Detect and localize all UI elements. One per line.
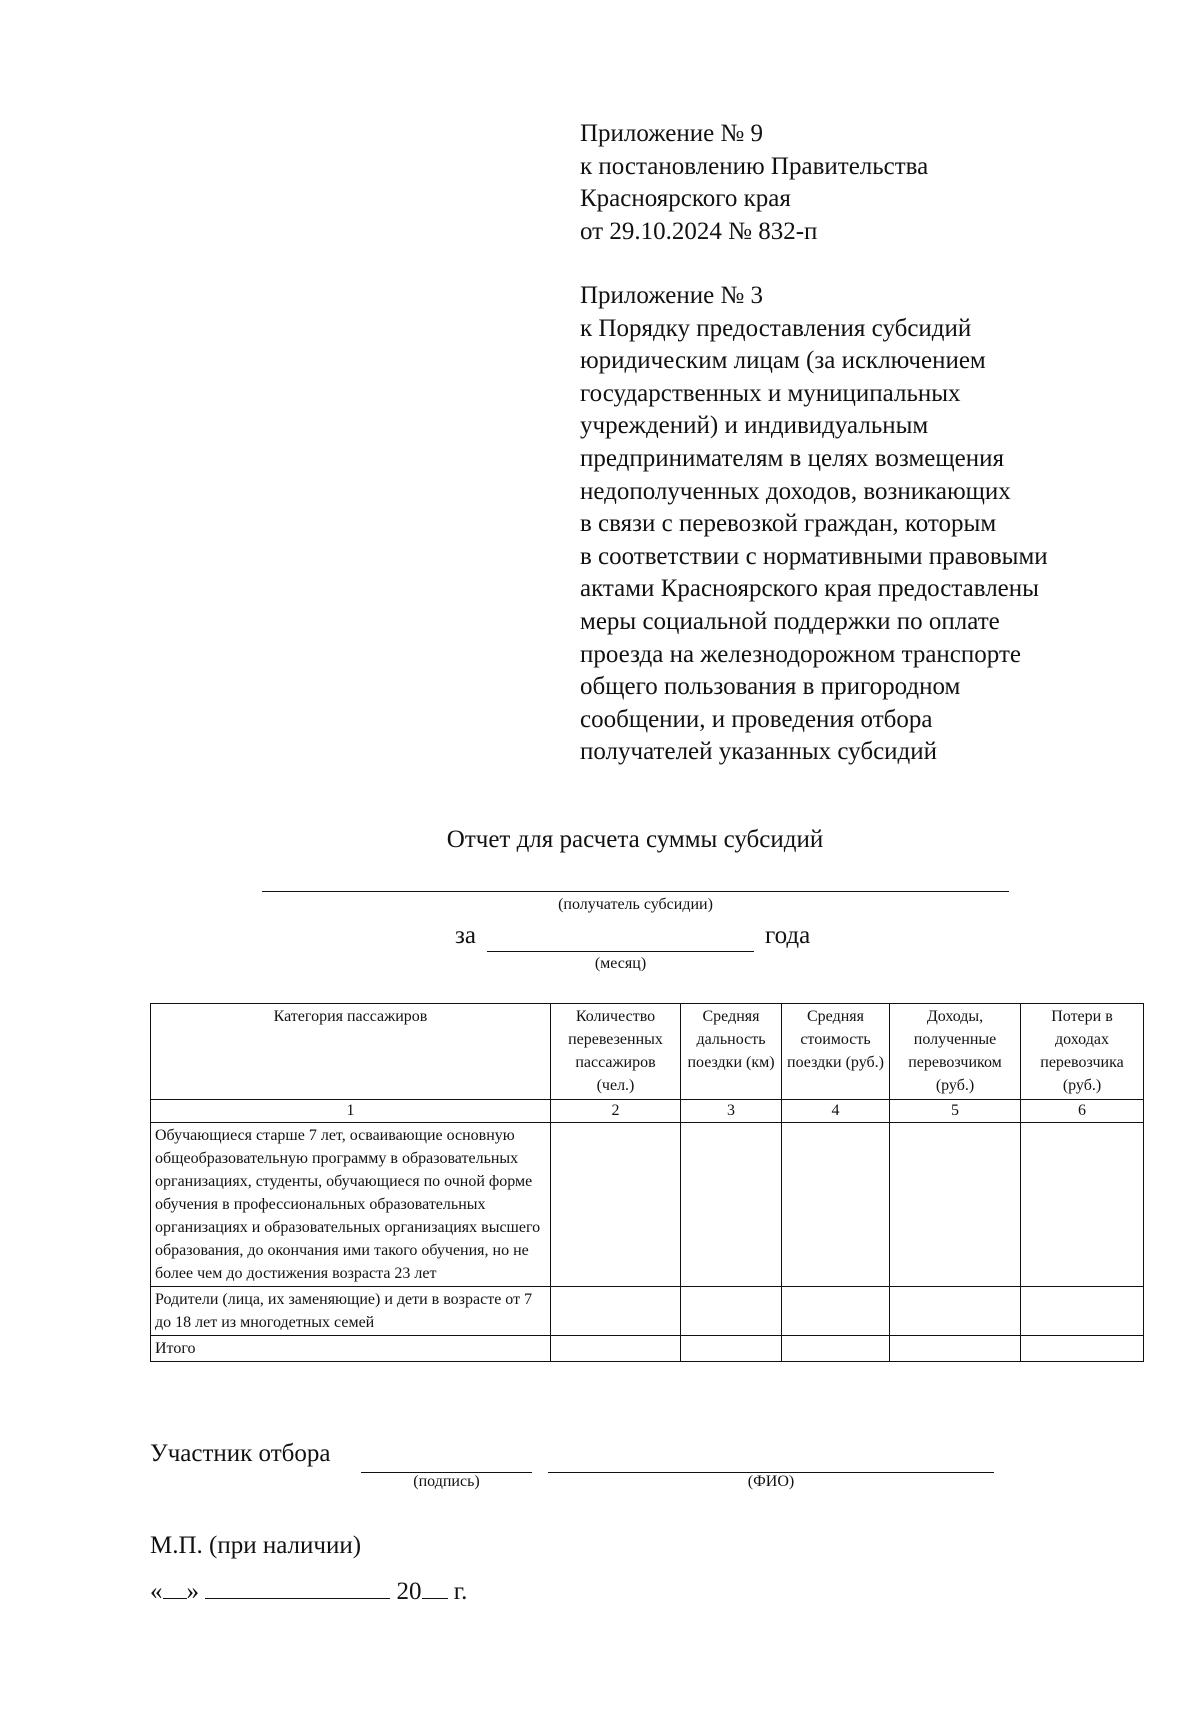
- category-total: Итого: [151, 1336, 551, 1362]
- signature-caption: (подпись): [413, 1473, 480, 1490]
- header-carrier-losses: Потери в доходах перевозчика (руб.): [1021, 1004, 1144, 1100]
- year-prefix: 20: [396, 1578, 422, 1605]
- column-number: 4: [782, 1100, 890, 1123]
- header-category: Категория пассажиров: [151, 1004, 551, 1100]
- appendix-2-line: Приложение № 3: [580, 282, 764, 309]
- table-header-row: [151, 1004, 1144, 1100]
- day-blank[interactable]: [163, 1576, 187, 1599]
- table-cell[interactable]: [1021, 1287, 1144, 1336]
- table-row: [151, 1287, 1144, 1336]
- appendix-2-line: к Порядку предоставления субсидий: [580, 314, 972, 342]
- appendix-2-line: меры социальной поддержки по оплате: [580, 607, 1000, 635]
- year-suffix: г.: [453, 1578, 468, 1605]
- year-blank[interactable]: [422, 1576, 448, 1599]
- column-number: 6: [1021, 1100, 1144, 1123]
- table-cell[interactable]: [1021, 1336, 1144, 1362]
- passenger-report-table: [150, 1003, 1144, 1362]
- table-row: [151, 1336, 1144, 1362]
- table-cell[interactable]: [681, 1123, 782, 1287]
- appendix-1-line: от 29.10.2024 № 832-п: [580, 217, 818, 245]
- appendix-1-line: Приложение № 9: [580, 120, 764, 147]
- appendix-1-line: к постановлению Правительства: [580, 152, 929, 180]
- header-passenger-count: Количество перевезенных пассажиров (чел.): [551, 1004, 681, 1100]
- appendix-2-line: в связи с перевозкой граждан, которым: [580, 510, 997, 538]
- date-row: [150, 1576, 467, 1606]
- column-number: 1: [151, 1100, 551, 1123]
- column-number: 2: [551, 1100, 681, 1123]
- category-students: Обучающиеся старше 7 лет, осваивающие основную общеобразовательную программу в образовательных организациях, студенты, обучающиеся по очной форме обучения в профессиональных образовательных организациях и образовательных организациях высшего образования, до окончания ими такого обучения, но не более чем до достижения возраста 23 лет: [151, 1123, 551, 1287]
- table-row: [151, 1123, 1144, 1287]
- appendix-2-line: государственных и муниципальных: [580, 379, 961, 407]
- table-cell[interactable]: [782, 1123, 890, 1287]
- appendix-1-header: [580, 118, 928, 248]
- appendix-2-line: актами Красноярского края предоставлены: [580, 575, 1039, 603]
- table-cell[interactable]: [890, 1287, 1021, 1336]
- goda-label: года: [765, 922, 811, 949]
- recipient-caption: (получатель субсидии): [558, 896, 713, 913]
- appendix-2-line: получателей указанных субсидий: [580, 738, 938, 766]
- appendix-2-line: предпринимателям в целях возмещения: [580, 444, 1004, 472]
- column-number-row: [151, 1100, 1144, 1123]
- participant-label: Участник отбора: [150, 1440, 331, 1467]
- appendix-2-line: юридическим лицам (за исключением: [580, 347, 986, 375]
- header-average-cost: Средняя стоимость поездки (руб.): [782, 1004, 890, 1100]
- appendix-2-line: сообщении, и проведения отбора: [580, 705, 933, 733]
- column-number: 5: [890, 1100, 1021, 1123]
- appendix-2-header: [580, 280, 1048, 769]
- appendix-2-line: недополученных доходов, возникающих: [580, 477, 1011, 505]
- appendix-2-line: общего пользования в пригородном: [580, 673, 961, 701]
- stamp-label: М.П. (при наличии): [150, 1532, 362, 1559]
- table-cell[interactable]: [890, 1123, 1021, 1287]
- table-cell[interactable]: [782, 1287, 890, 1336]
- table-cell[interactable]: [551, 1287, 681, 1336]
- appendix-2-line: проезда на железнодорожном транспорте: [580, 640, 1021, 668]
- report-title: Отчет для расчета суммы субсидий: [446, 826, 824, 853]
- appendix-2-line: учреждений) и индивидуальным: [580, 412, 929, 440]
- fio-caption: (ФИО): [747, 1473, 795, 1490]
- table-cell[interactable]: [890, 1336, 1021, 1362]
- table-cell[interactable]: [551, 1336, 681, 1362]
- table-cell[interactable]: [681, 1287, 782, 1336]
- category-large-families: Родители (лица, их заменяющие) и дети в возрасте от 7 до 18 лет из многодетных семей: [151, 1287, 551, 1336]
- header-average-distance: Средняя дальность поездки (км): [681, 1004, 782, 1100]
- date-quote-close: »: [186, 1578, 199, 1605]
- header-carrier-income: Доходы, полученные перевозчиком (руб.): [890, 1004, 1021, 1100]
- za-label: за: [455, 922, 476, 949]
- month-caption: (месяц): [594, 955, 647, 972]
- table-cell[interactable]: [551, 1123, 681, 1287]
- appendix-1-line: Красноярского края: [580, 185, 791, 213]
- table-cell[interactable]: [1021, 1123, 1144, 1287]
- column-number: 3: [681, 1100, 782, 1123]
- month-blank-line[interactable]: [487, 951, 754, 952]
- table-cell[interactable]: [782, 1336, 890, 1362]
- month-date-blank[interactable]: [205, 1576, 390, 1599]
- table-cell[interactable]: [681, 1336, 782, 1362]
- appendix-2-line: в соответствии с нормативными правовыми: [580, 542, 1048, 570]
- date-quote-open: «: [150, 1578, 163, 1605]
- recipient-blank-line[interactable]: [262, 891, 1009, 892]
